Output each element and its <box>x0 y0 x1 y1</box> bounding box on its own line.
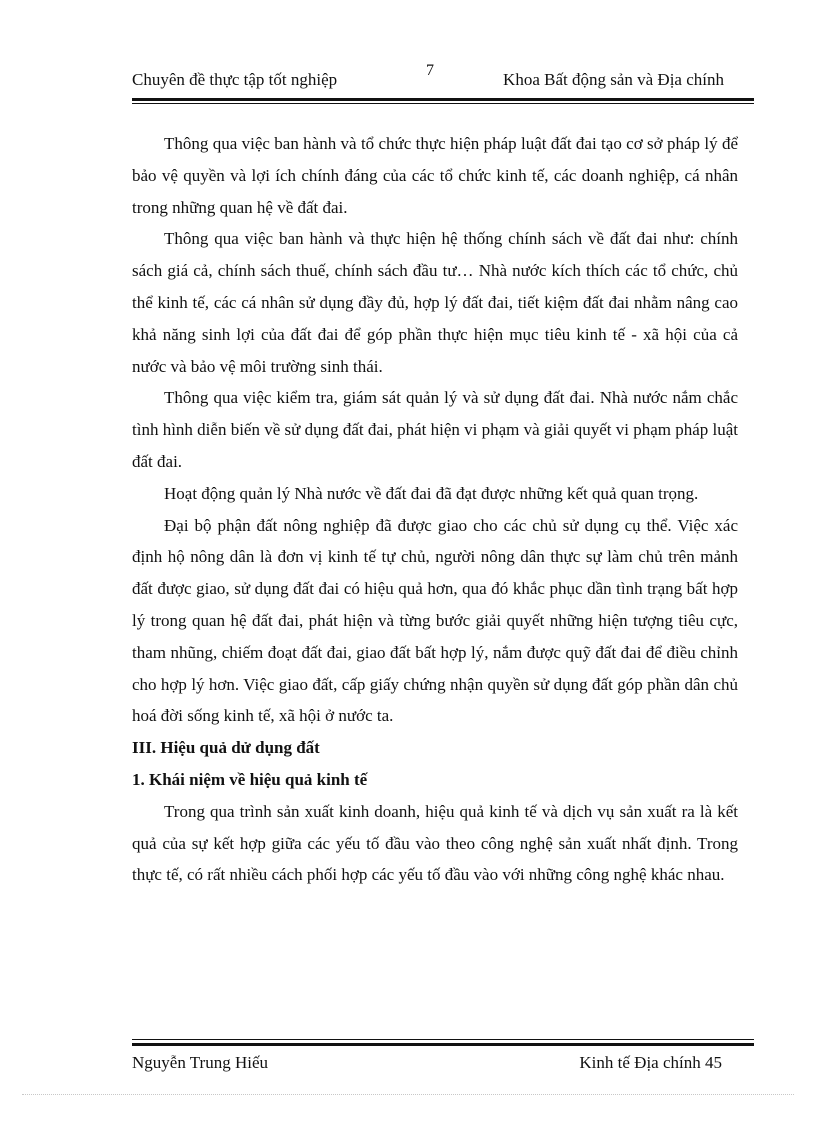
section-heading: III. Hiệu quả dử dụng đất <box>132 738 320 758</box>
header-rule-thick <box>132 98 754 101</box>
header-rule-thin <box>132 103 754 104</box>
paragraph-6: Trong qua trình sản xuất kinh doanh, hiệu quả kinh tế và dịch vụ sản xuất ra là kết quả của sự kết hợp giữa các yếu tố đầu vào theo công nghệ sản xuất nhất định. Trong thực tế, có rất nhiều cách phối hợp các yếu tố đầu vào với những công nghệ khác nhau. <box>132 801 738 885</box>
paragraph-2: Thông qua việc ban hành và thực hiện hệ thống chính sách về đất đai như: chính sách giá cả, chính sách thuế, chính sách đầu tư… Nhà nước kích thích các tổ chức, chủ thể kinh tế, các cá nhân sử dụng đầy đủ, hợp lý đất đai, tiết kiệm đất đai nhằm nâng cao khả năng sinh lợi của đất đai để góp phần thực hiện mục tiêu kinh tế - xã hội của cả nước và bảo vệ môi trường sinh thái. <box>132 229 738 376</box>
page-footer <box>132 1053 754 1079</box>
footer-rule-thin <box>132 1039 754 1040</box>
footer-rule-thick <box>132 1043 754 1046</box>
page-body <box>132 128 738 891</box>
subsection-heading: 1. Khái niệm về hiệu quả kinh tế <box>132 769 368 789</box>
paragraph-5: Đại bộ phận đất nông nghiệp đã được giao cho các chủ sử dụng cụ thể. Việc xác định hộ nông dân là đơn vị kinh tế tự chủ, người nông dân thực sự làm chủ trên mảnh đất được giao, sử dụng đất đai có hiệu quả hơn, qua đó khắc phục dần tình trạng bất hợp lý trong quan hệ đất đai, phát hiện và từng bước giải quyết những hiện tượng tiêu cực, tham nhũng, chiếm đoạt đất đai, giao đất bất hợp lý, nắm được quỹ đất đai để điều chỉnh cho hợp lý hơn. Việc giao đất, cấp giấy chứng nhận quyền sử dụng đất góp phần dân chủ hoá đời sống kinh tế, xã hội ở nước ta. <box>132 515 738 726</box>
page-bottom-dotted-line <box>22 1094 794 1095</box>
page-number: 7 <box>426 62 434 79</box>
paragraph-3: Thông qua việc kiểm tra, giám sát quản lý và sử dụng đất đai. Nhà nước nắm chắc tình hình diễn biến về sử dụng đất đai, phát hiện vi phạm và giải quyết vi phạm pháp luật đất đai. <box>132 388 738 471</box>
footer-class: Kinh tế Địa chính 45 <box>579 1053 722 1072</box>
paragraph-4: Hoạt động quản lý Nhà nước về đất đai đã đạt được những kết quả quan trọng. <box>164 483 699 503</box>
paragraph-1: Thông qua việc ban hành và tổ chức thực hiện pháp luật đất đai tạo cơ sở pháp lý để bảo vệ quyền và lợi ích chính đáng của các tổ chức kinh tế, các doanh nghiệp, cá nhân trong những quan hệ về đất đai. <box>132 134 738 217</box>
footer-author: Nguyễn Trung Hiếu <box>132 1053 269 1072</box>
page-header <box>132 58 754 98</box>
header-document-type: Chuyên đề thực tập tốt nghiệp <box>132 70 338 89</box>
header-faculty: Khoa Bất động sản và Địa chính <box>503 70 724 89</box>
